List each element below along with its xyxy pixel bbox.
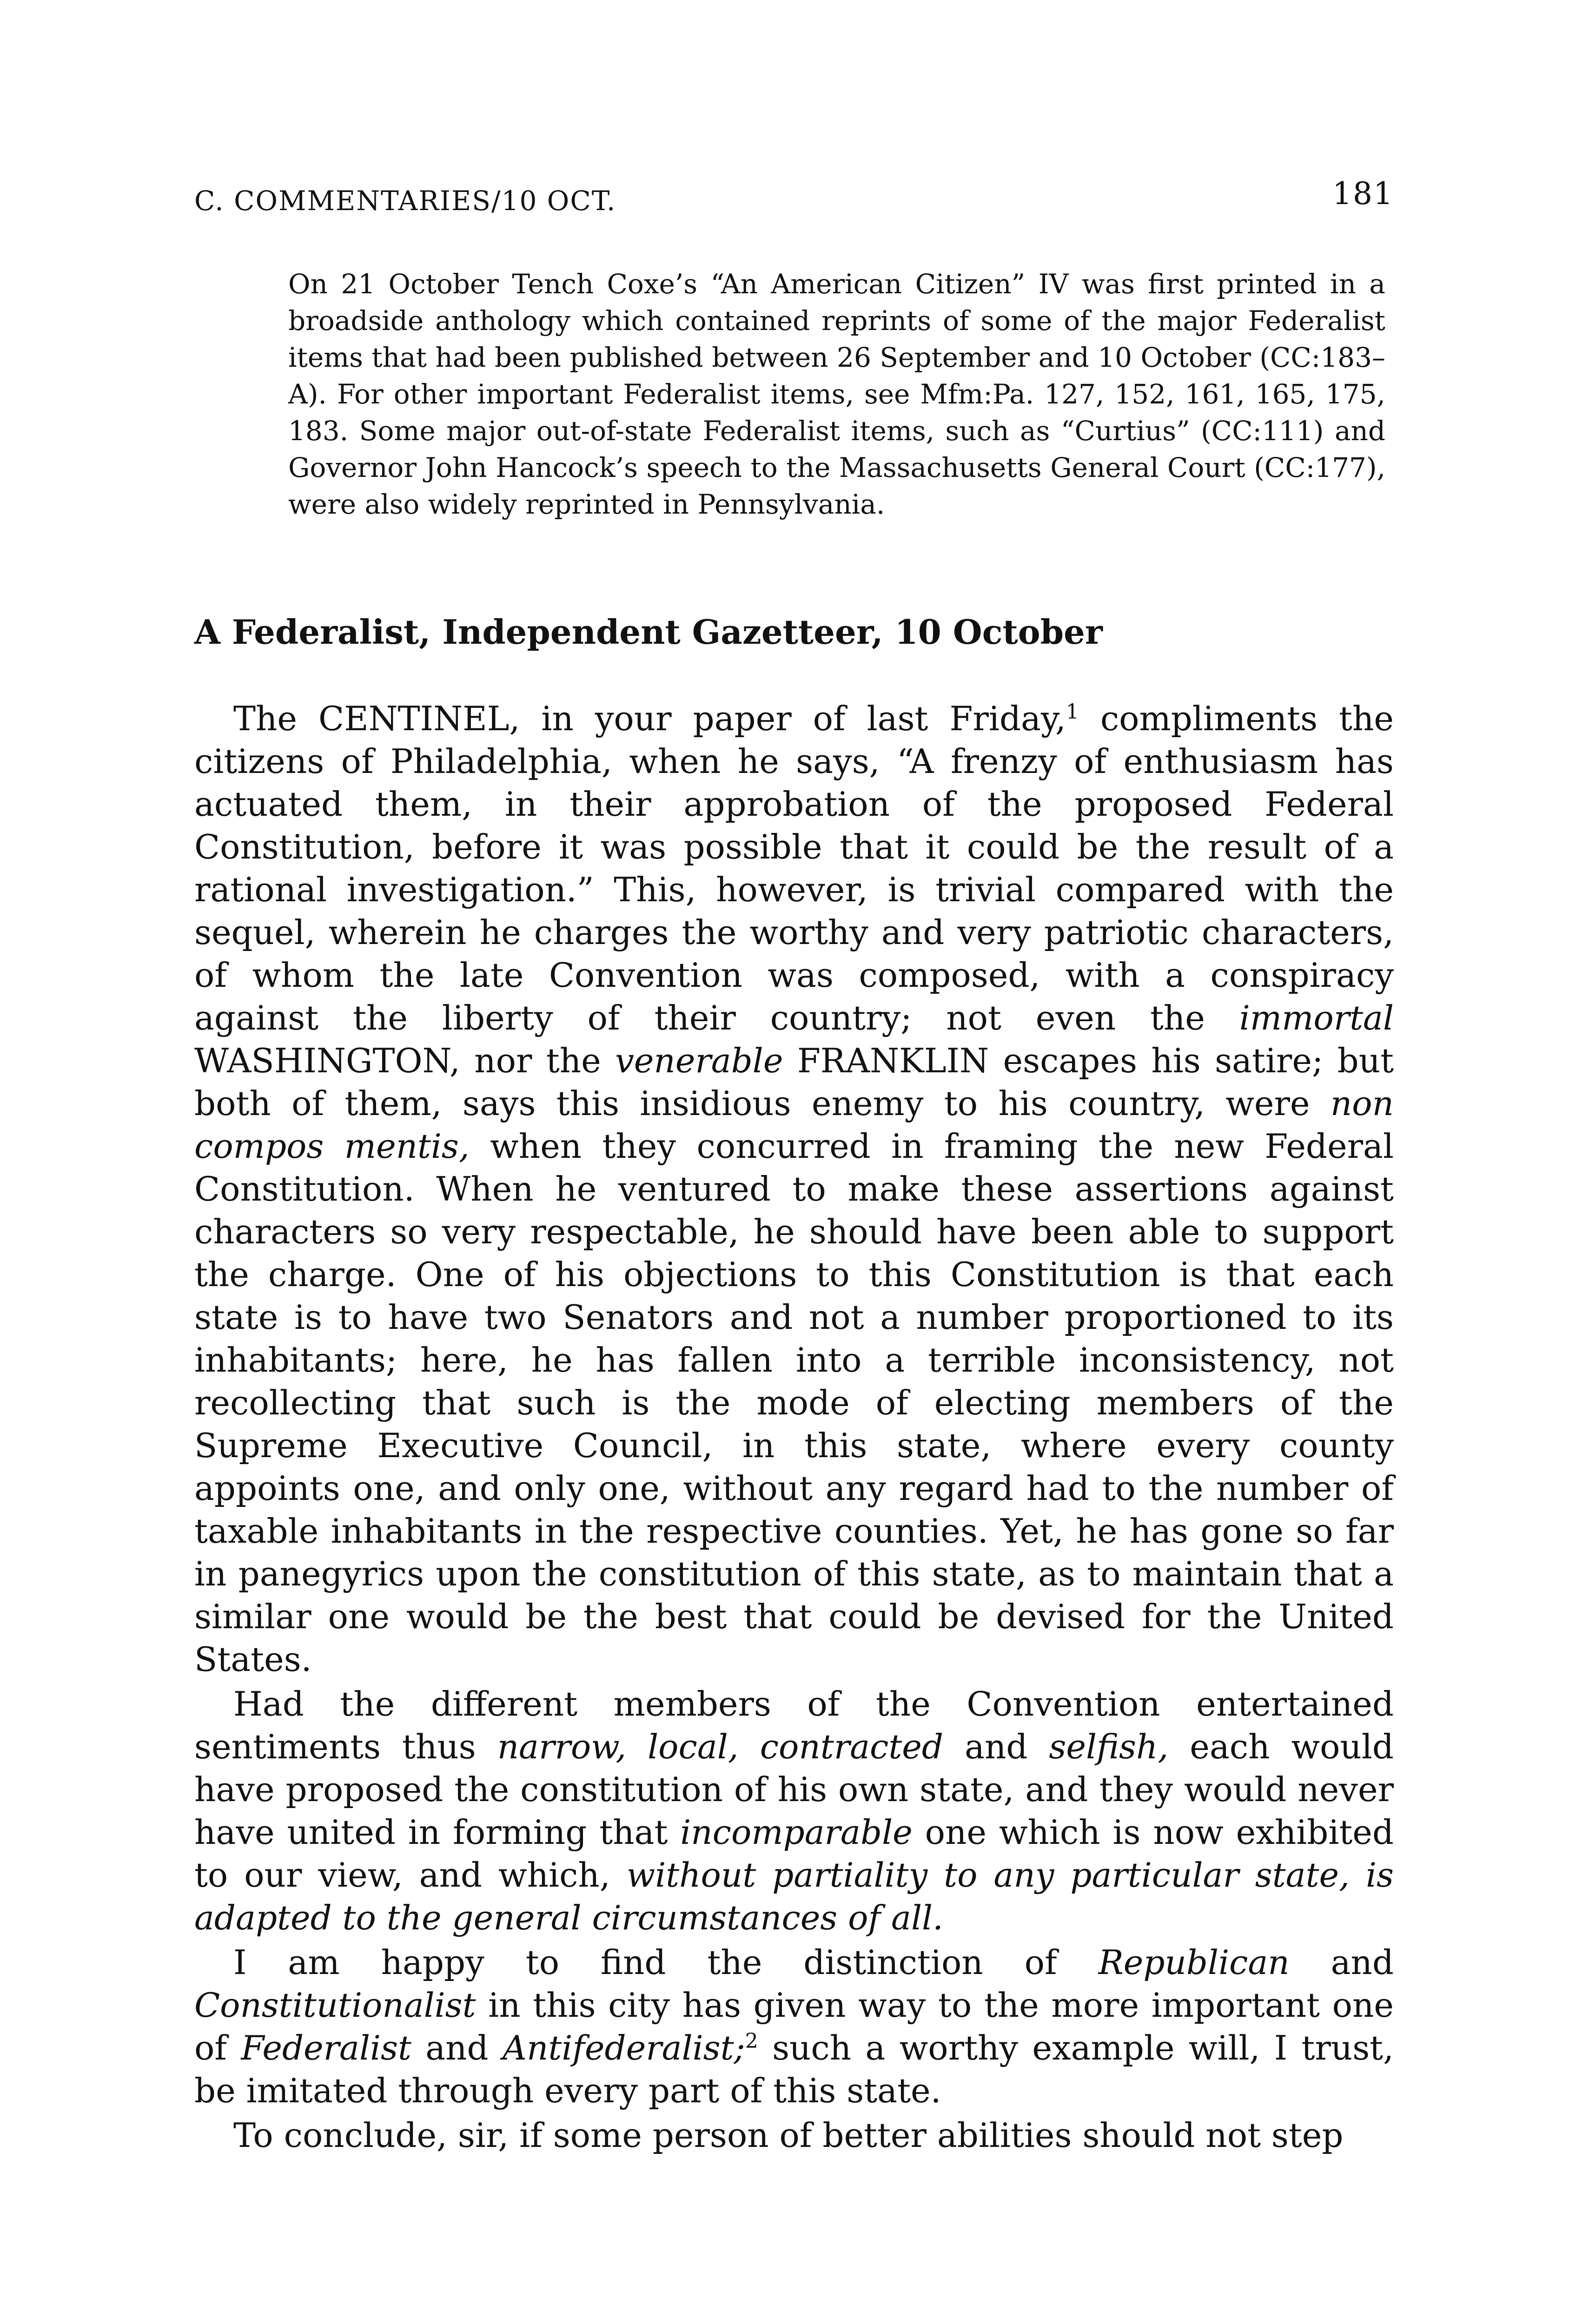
paragraph-3 [194,1941,1394,2112]
italic-run: Federalist [241,2028,411,2067]
italic-run: incomparable [680,1813,913,1852]
italic-run: without partiality to any particular state, is adapted to the general circumstances of all. [194,1855,1394,1937]
text-run: compliments the citizens of Philadelphia, when he says, “A frenzy of enthusiasm has actuated them, in their approbation of the proposed Federal Constitution, before it was possible that it could be the result of a rational investigation.” This, however, is trivial compared with the sequel, wherein he charges the worthy and very patriotic characters, of whom the late Convention was composed, with a conspiracy against the liberty of their country; not even the [194,699,1394,1037]
footnote-ref-2: 2 [745,2029,758,2053]
text-run: Had the different members of the Convention entertained sentiments thus [194,1684,1394,1766]
text-run: I am happy to find the distinction of [233,1943,1099,1982]
editorial-headnote [288,266,1385,523]
paragraph-1 [194,697,1394,1681]
italic-run: narrow, local, contracted [497,1727,943,1766]
italic-run: venerable [615,1041,783,1080]
text-run: such a worthy example will, I trust, be imitated through every part of this state. [194,2028,1394,2110]
article-title: A Federalist, Independent Gazetteer, 10 October [194,612,1103,652]
text-run: each would have proposed the constitution of his own state, and they would never have united in forming that [194,1727,1394,1852]
paragraph-2 [194,1683,1394,1939]
page-number: 181 [1332,176,1394,211]
italic-run: selfish, [1049,1727,1169,1766]
text-run: and [411,2028,503,2067]
italic-run: Antifederalist; [502,2028,745,2067]
text-run: and [1289,1943,1394,1982]
text-run: FRANKLIN escapes his satire; but both of them, says this insidious enemy to his country, were [194,1041,1394,1123]
text-run: and [943,1727,1049,1766]
italic-run: non compos mentis, [194,1084,1394,1166]
text-run: one which is now exhibited to our view, and which, [194,1813,1394,1895]
article-body [194,697,1394,2157]
italic-run: immortal [1239,998,1394,1037]
running-head [194,176,1394,222]
text-run: WASHINGTON, nor the [194,1041,616,1080]
headnote-text: On 21 October Tench Coxe’s “An American Citizen” IV was first printed in a broadside anthology which contained reprints of some of the major Federalist items that had been published between 26 September and 10 October (CC:183–A). For other important Federalist items, see Mfm:Pa. 127, 152, 161, 165, 175, 183. Some major out-of-state Federalist items, such as “Curtius” (CC:111) and Governor John Hancock’s speech to the Massachusetts General Court (CC:177), were also widely reprinted in Pennsylvania. [288,268,1385,520]
text-run: The CENTINEL, in your paper of last Friday, [233,699,1066,738]
text-run: in this city has given way to the more important one of [194,1986,1394,2067]
footnote-ref-1: 1 [1066,700,1079,724]
italic-run: Republican [1098,1943,1290,1982]
italic-run: Constitutionalist [194,1986,476,2025]
paragraph-4: To conclude, sir, if some person of better abilities should not step [233,2116,1344,2155]
text-run: when they concurred in framing the new Federal Constitution. When he ventured to make these assertions against characters so very respectable, he should have been able to support the charge. One of his objections to this Constitution is that each state is to have two Senators and not a number proportioned to its inhabitants; here, he has fallen into a terrible inconsistency, not recollecting that such is the mode of electing members of the Supreme Executive Council, in this state, where every county appoints one, and only one, without any regard had to the number of taxable inhabitants in the respective counties. Yet, he has gone so far in panegyrics upon the constitution of this state, as to maintain that a similar one would be the best that could be devised for the United States. [194,1127,1394,1679]
running-head-section: C. COMMENTARIES/10 OCT. [194,185,616,217]
